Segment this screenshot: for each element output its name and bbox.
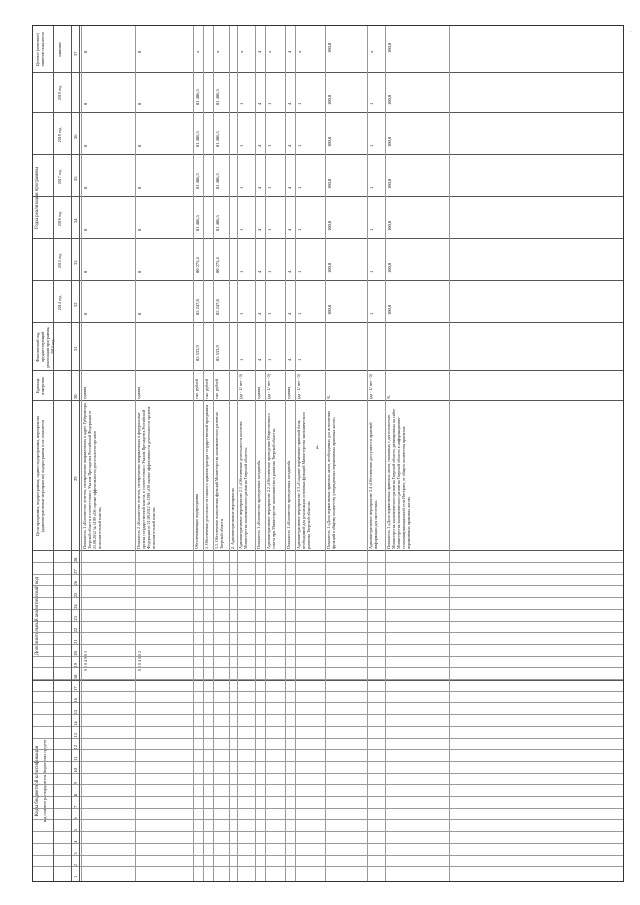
table-divider: [193, 26, 194, 881]
table-divider: [285, 26, 286, 881]
row-base-value: 85 533,9: [215, 345, 220, 361]
row-year-value: 0: [83, 270, 88, 273]
page-number: 4: [316, 446, 319, 451]
row-year-value: 1: [239, 228, 244, 231]
row-code: 0 1 0 4 0 0 2: [137, 651, 142, 671]
table-divider: [33, 866, 623, 867]
column-number: 8: [73, 793, 78, 797]
row-year-value: 4: [257, 102, 262, 105]
column-number: 18: [73, 674, 78, 680]
table-divider: [33, 370, 623, 371]
column-number: 1: [73, 875, 78, 878]
row-description: Административное мероприятие 2.4 «Обеспечение доступности правовой информации для населения»: [368, 422, 378, 549]
row-year-value: 4: [257, 228, 262, 231]
row-year-value: 81 486,5: [195, 89, 200, 105]
row-year-value: 1: [239, 270, 244, 273]
row-unit: %: [326, 395, 331, 399]
table-divider: [33, 597, 623, 598]
row-target-value: х: [215, 50, 220, 53]
row-base-value: 4: [257, 358, 262, 361]
row-target-value: х: [239, 50, 244, 53]
row-year-value: 81 486,5: [215, 131, 220, 147]
table-divider: [33, 784, 623, 785]
table-divider: [265, 26, 266, 881]
table-divider: [71, 26, 72, 881]
row-target-value: 4: [257, 50, 262, 53]
table-divider: [33, 656, 623, 657]
row-year-value: 0: [137, 312, 142, 315]
table-divider: [33, 761, 623, 762]
row-base-value: 4: [287, 358, 292, 361]
row-year-value: 4: [287, 186, 292, 189]
column-number: 20: [73, 651, 78, 656]
row-year-value: 1: [369, 228, 374, 231]
row-year-value: 0: [83, 312, 88, 315]
column-number: 12: [73, 744, 78, 750]
header-program-code: Дополнительный аналитический код: [35, 576, 40, 656]
row-year-value: 100,0: [387, 178, 392, 189]
column-number: 9: [73, 782, 78, 785]
row-year-value: 81 486,5: [215, 173, 220, 189]
column-number: 13: [73, 733, 78, 738]
column-number: 2: [73, 864, 78, 867]
column-number: 34: [73, 218, 78, 223]
row-year-value: 4: [257, 312, 262, 315]
row-year-value: 1: [297, 228, 302, 231]
header-target-value: значение: [57, 41, 62, 58]
row-year-value: 1: [297, 312, 302, 315]
table-divider: [33, 714, 623, 715]
row-year-value: 100,0: [387, 262, 392, 273]
table-divider: [33, 238, 623, 239]
row-year-value: 4: [287, 102, 292, 105]
header-budget-codes: Коды бюджетной классификации: [35, 745, 40, 817]
row-code: 0 1 0 4 0 0 1: [83, 651, 88, 671]
row-base-value: 1: [267, 358, 272, 361]
header-year-4: 2017 год: [57, 169, 62, 185]
row-year-value: 100,0: [327, 178, 332, 189]
column-number: 14: [73, 721, 78, 726]
row-description: Административное мероприятие 2.2 «Обеспечение проведения Общественного совета при Министерстве экономического развития Тверской области»: [266, 413, 276, 549]
row-year-value: 100,0: [387, 220, 392, 231]
row-year-value: 100,0: [327, 304, 332, 315]
header-year-5: 2018 год: [57, 127, 62, 143]
row-year-value: 85 247,8: [195, 299, 200, 315]
row-year-value: 1: [297, 102, 302, 105]
table-divider: [33, 196, 623, 197]
row-unit: (да - 1/ нет - 0): [266, 374, 271, 399]
column-number: 35: [73, 176, 78, 181]
table-divider: [33, 840, 623, 844]
row-target-value: 100,0: [327, 42, 332, 53]
row-year-value: 4: [257, 144, 262, 147]
row-target-value: 100,0: [387, 42, 392, 53]
row-year-value: 1: [239, 186, 244, 189]
row-year-value: 4: [287, 270, 292, 273]
column-number: 29: [73, 476, 78, 481]
row-target-value: х: [267, 50, 272, 53]
row-target-value: х: [369, 50, 374, 53]
column-number: 17: [73, 686, 78, 691]
table-divider: [33, 112, 623, 113]
row-unit: единиц: [256, 386, 261, 399]
row-year-value: 0: [83, 102, 88, 105]
row-year-value: 0: [137, 102, 142, 105]
table-divider: [33, 793, 623, 797]
row-target-value: 4: [287, 50, 292, 53]
row-target-value: 0: [83, 50, 88, 53]
column-number: 19: [73, 662, 78, 668]
row-year-value: 1: [297, 186, 302, 189]
table-divider: [33, 586, 623, 587]
table-divider: [33, 738, 623, 739]
row-year-value: 1: [239, 144, 244, 147]
row-unit: (да - 1/ нет - 0): [368, 374, 373, 399]
table-divider: [33, 667, 623, 668]
column-number: 28: [73, 557, 78, 563]
row-year-value: 1: [297, 144, 302, 147]
row-year-value: 1: [267, 228, 272, 231]
header-year-1: 2014 год: [57, 295, 62, 311]
table-divider: [33, 621, 623, 622]
row-year-value: 1: [267, 144, 272, 147]
row-year-value: 81 486,5: [215, 215, 220, 231]
column-number: 6: [73, 817, 78, 820]
row-year-value: 80 275,4: [195, 257, 200, 273]
row-year-value: 100,0: [387, 94, 392, 105]
row-year-value: 1: [267, 102, 272, 105]
column-number: 36: [73, 134, 78, 139]
column-number: 37: [73, 51, 78, 56]
table-divider: [33, 820, 623, 821]
table-divider: [33, 680, 623, 681]
table-divider: [33, 691, 623, 692]
column-number: 7: [73, 805, 78, 808]
row-description: Показатель 1 «Количество проведенных заседаний»: [286, 460, 291, 549]
column-number: 5: [73, 828, 78, 832]
row-unit: %: [386, 395, 391, 399]
column-number: 21: [73, 639, 78, 644]
table-divider: [33, 154, 623, 155]
table-divider: [33, 726, 623, 727]
column-number: 10: [73, 768, 78, 773]
row-unit: единиц: [286, 386, 291, 399]
column-number: 27: [73, 569, 78, 574]
row-unit: тыс. рублей: [194, 379, 199, 399]
header-year-3: 2016 год: [57, 211, 62, 227]
table-divider: [385, 26, 386, 881]
table-divider: [33, 562, 623, 563]
column-number: 3: [73, 852, 78, 855]
row-year-value: 4: [257, 270, 262, 273]
table-divider: [33, 72, 623, 73]
row-description: Обеспечивающая подпрограмма: [194, 493, 199, 549]
row-year-value: 85 247,8: [215, 299, 220, 315]
column-number: 4: [73, 840, 78, 843]
row-year-value: 1: [369, 270, 374, 273]
row-year-value: 80 275,4: [215, 257, 220, 273]
table-divider: [367, 26, 368, 881]
row-description: Показатель 1 «Количество проведенных заседаний»: [256, 460, 261, 549]
row-description: Показатель 1 «Доля нормативных правовых актов, необходимых для исполнения функций в общему количеству утвержденных нормативных правовых актов»: [326, 411, 336, 549]
column-number: 23: [73, 616, 78, 621]
table-divider: [33, 855, 623, 856]
table-divider: [213, 26, 214, 881]
row-year-value: 4: [257, 186, 262, 189]
row-year-value: 81 486,5: [195, 215, 200, 231]
row-year-value: 1: [239, 102, 244, 105]
table-divider: [33, 550, 623, 551]
table-divider: [33, 280, 623, 281]
table-divider: [33, 749, 623, 750]
column-number: 11: [73, 756, 78, 761]
row-year-value: 1: [369, 102, 374, 105]
row-description: Показатель 2 «Количество отчетов, своевременно направленных в федеральные органы государственной власти, в соответствии с Указом Президента Российской Федерации от 21.08.2012 № 1199 «Об оценке эффективности деятельности органов исполнительной власти»: [136, 406, 156, 549]
column-number: 32: [73, 302, 78, 307]
table-divider: [81, 26, 82, 881]
table-divider: [295, 26, 296, 881]
row-year-value: 0: [137, 144, 142, 147]
row-description: 1. Обеспечение деятельности главного администратора государственной программы: [204, 404, 209, 549]
header-unit: Единица измерения: [35, 377, 45, 395]
row-year-value: 0: [137, 186, 142, 189]
row-year-value: 81 486,5: [195, 131, 200, 147]
program-table: [32, 25, 624, 882]
table-divider: [229, 26, 230, 881]
row-base-value: 1: [239, 358, 244, 361]
row-unit: тыс. рублей: [204, 379, 209, 399]
row-description: 1.1. Обеспечение выполнения функций Министерства экономического развития Тверской области: [214, 412, 224, 549]
corner-mark: ·: [630, 30, 632, 35]
row-year-value: 100,0: [327, 220, 332, 231]
column-number: 16: [73, 698, 78, 703]
column-number: 26: [73, 581, 78, 586]
table-divider: [135, 26, 136, 881]
header-target-group: Целевое (конечное) значение показателя: [35, 32, 45, 67]
row-year-value: 81 486,5: [195, 173, 200, 189]
row-year-value: 1: [267, 312, 272, 315]
row-year-value: 100,0: [327, 94, 332, 105]
row-year-value: 0: [83, 186, 88, 189]
row-unit: тыс. рублей: [214, 379, 219, 399]
row-target-value: х: [297, 50, 302, 53]
row-description: Показатель 1 «Количество отчетов, своевременно направленных в адрес Губернатора Тверской области в соответствии с Указом Президента Российской Федерации от 21.08.2012 № 1199 «Об оценке эффективности деятельности органов исполнительной власти»: [82, 403, 102, 549]
row-unit: (да - 1/ нет - 0): [238, 374, 243, 399]
row-unit: (да - 1/ нет - 0): [296, 374, 301, 399]
row-year-value: 81 486,5: [215, 89, 220, 105]
row-year-value: 0: [137, 270, 142, 273]
row-target-value: х: [195, 50, 200, 53]
row-year-value: 0: [83, 144, 88, 147]
row-description: 2. Административные мероприятия: [230, 488, 235, 549]
table-divider: [33, 400, 623, 401]
table-divider: [33, 632, 623, 633]
header-base-year: Фактический год, предшествующий реализации программы, 2013 год: [35, 326, 55, 368]
table-divider: [33, 322, 623, 323]
header-years-group: Годы реализации программы: [35, 167, 40, 229]
column-number: 33: [73, 260, 78, 265]
row-year-value: 0: [137, 228, 142, 231]
table-divider: [33, 703, 623, 704]
header-year-2: 2015 год: [57, 253, 62, 269]
row-year-value: 1: [369, 186, 374, 189]
row-description: Административное мероприятие 2.3 «Создание нормативно-правовой базы, необходимой для реализации основных функций Министерства экономического развития Тверской области»: [296, 411, 311, 549]
column-number: 22: [73, 627, 78, 633]
row-base-value: 85 533,9: [195, 345, 200, 361]
column-number: 24: [73, 604, 78, 609]
row-year-value: 100,0: [327, 262, 332, 273]
column-number: 15: [73, 709, 78, 715]
column-number: 30: [73, 394, 78, 399]
row-year-value: 0: [83, 228, 88, 231]
table-divider: [33, 828, 623, 832]
header-year-6: 2019 год: [57, 85, 62, 101]
table-divider: [255, 26, 256, 881]
column-number: 25: [73, 592, 78, 598]
row-year-value: 4: [287, 228, 292, 231]
row-year-value: 1: [369, 312, 374, 315]
row-year-value: 4: [287, 312, 292, 315]
table-divider: [325, 26, 326, 881]
row-description: Административное мероприятие 2.1 «Обеспечение деятельности коллегии Министерства экономического развития Тверской области»: [238, 421, 248, 549]
row-unit: единиц: [136, 386, 141, 399]
row-year-value: 1: [267, 186, 272, 189]
row-year-value: 1: [267, 270, 272, 273]
table-divider: [33, 609, 623, 610]
table-divider: [33, 773, 623, 774]
row-unit: единиц: [82, 386, 87, 399]
row-year-value: 4: [287, 144, 292, 147]
table-divider: [53, 26, 54, 881]
row-year-value: 1: [239, 312, 244, 315]
table-divider: [237, 26, 238, 881]
row-target-value: 0: [137, 50, 142, 53]
column-number: 31: [73, 346, 78, 351]
row-description: Показатель 1 «Доля нормативных правовых актов, связанных с деятельностью Министерства экономического развития Тверской области, размещенных на сайте Министерства экономического развития Тверской области в информационно-телекоммуникационной сети Интернет, от общего количества принятых нормативных правовых актов»: [386, 408, 411, 549]
row-base-value: 1: [297, 358, 302, 361]
table-divider: [203, 26, 204, 881]
table-divider: [33, 574, 623, 575]
table-divider: [79, 26, 80, 881]
table-divider: [33, 805, 623, 809]
row-year-value: 100,0: [387, 304, 392, 315]
row-year-value: 100,0: [327, 136, 332, 147]
header-goal-column: Цели программы, подпрограммы, задачи подпрограммы, мероприятия (административные мероприятия) подпрограммы и их показатели: [35, 415, 45, 537]
row-year-value: 1: [369, 144, 374, 147]
header-budget-code-sub: код главного распорядителя бюджетных средств: [42, 739, 47, 823]
row-year-value: 1: [297, 270, 302, 273]
table-divider: [33, 644, 623, 645]
row-year-value: 100,0: [387, 136, 392, 147]
table-divider: [449, 26, 450, 881]
